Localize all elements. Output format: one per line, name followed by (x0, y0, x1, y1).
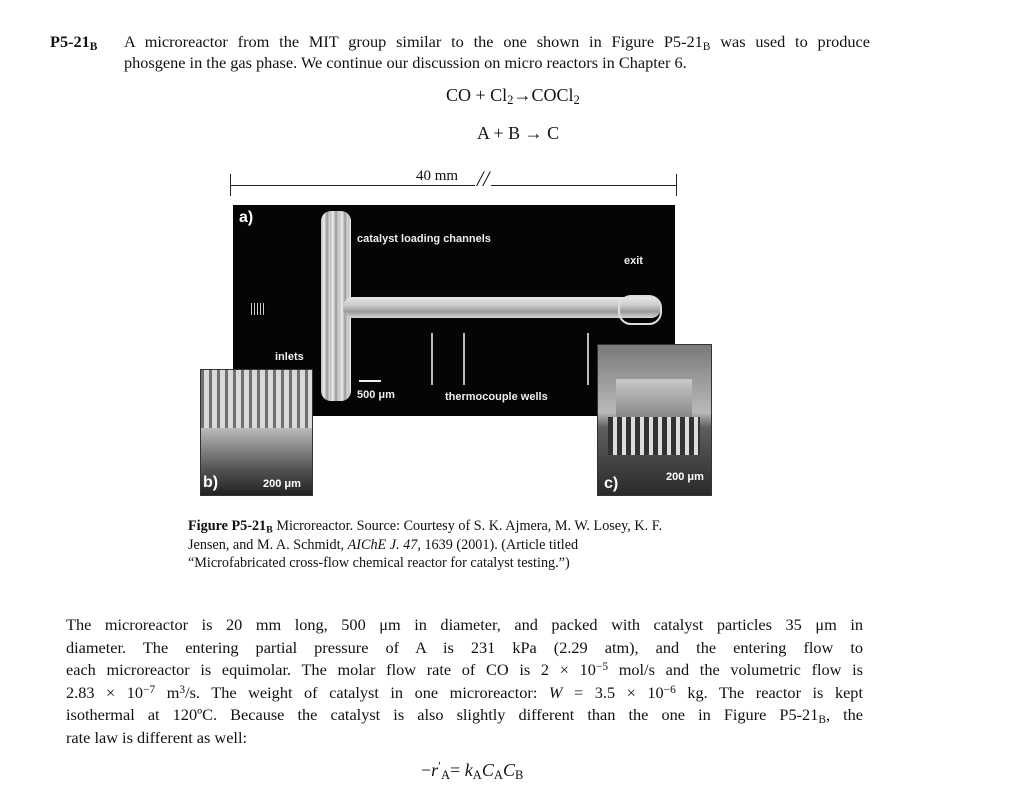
problem-statement (50, 31, 870, 73)
problem-description: The microreactor is 20 mm long, 500 μm in diameter, and packed with catalyst particles 35 μm in diameter. The entering partial pressure of A is 231 kPa (2.29 atm), and the entering flow to each microreactor is equimolar. The molar flow rate of CO is $2 \times 10^{-5}$ mol/s and the volumetric flow is $2.83 \times 10^{-7}$ $m^3/s$. The weight of catalyst in one microreactor: $W = 3.5 \times 10^{-6}$ kg. The reactor is kept isothermal at 120ºC. Because the catalyst is also slightly different than the one in Figure $P5-21_B$, the rate law is different as well: (66, 615, 864, 747)
symbolic-equation: A + B → C (477, 123, 560, 143)
figure-caption: Figure $P5-21_B$ Microreactor. Source: Courtesy of S. K. Ajmera, M. W. Losey, K. F. Jensen, and M. A. Schmidt, AIChE J. 47, 1639 (2001). (Article titled “Microfabricated cross-flow chemical reactor for catalyst testing.”) (188, 518, 663, 571)
label-exit: exit (624, 255, 643, 267)
dimension-tick-left (230, 174, 231, 196)
caption-label: Figure $P5-21_B$ (188, 518, 273, 536)
dimension-line (230, 185, 676, 186)
panel-c-image (597, 344, 712, 496)
label-scale-200-b: 200 μm (263, 478, 301, 490)
label-inlets: inlets (275, 351, 304, 363)
dimension-tick-right (676, 174, 677, 196)
reactor-channel (343, 297, 661, 318)
label-scale-500: 500 μm (357, 389, 395, 401)
inlet-array (251, 303, 265, 315)
rate-law-equation: $-r'_A= k_AC_AC_B$ (421, 759, 524, 783)
label-catalyst-loading-channels: catalyst loading channels (357, 233, 491, 245)
label-scale-200-c: 200 μm (666, 471, 704, 483)
problem-number: $P5-21_B$ (50, 32, 98, 53)
panel-b-tag: b) (203, 474, 219, 491)
thermocouple-well-1 (431, 333, 433, 385)
thermocouple-well-2 (463, 333, 465, 385)
dimension-label: 40 mm (413, 168, 461, 185)
reaction-equation: CO + $Cl_2\to COCl_2$ (446, 85, 580, 108)
problem-line-1: A microreactor from the MIT group similar to the one shown in Figure $P5-21_B$ was used to produce (124, 32, 870, 53)
panel-a-tag: a) (239, 209, 254, 226)
panel-c-tag: c) (604, 475, 619, 492)
thermocouple-well-3 (587, 333, 589, 385)
label-thermocouple-wells: thermocouple wells (445, 391, 548, 403)
panel-b-image (200, 369, 313, 496)
exit-port (618, 295, 662, 325)
problem-line-2: phosgene in the gas phase. We continue our discussion on micro reactors in Chapter 6. (124, 53, 687, 72)
microreactor-figure (195, 168, 715, 498)
scale-bar-line (359, 380, 381, 382)
journal-name: AIChE J. 47, (347, 536, 421, 553)
break-symbol: // (477, 166, 490, 191)
